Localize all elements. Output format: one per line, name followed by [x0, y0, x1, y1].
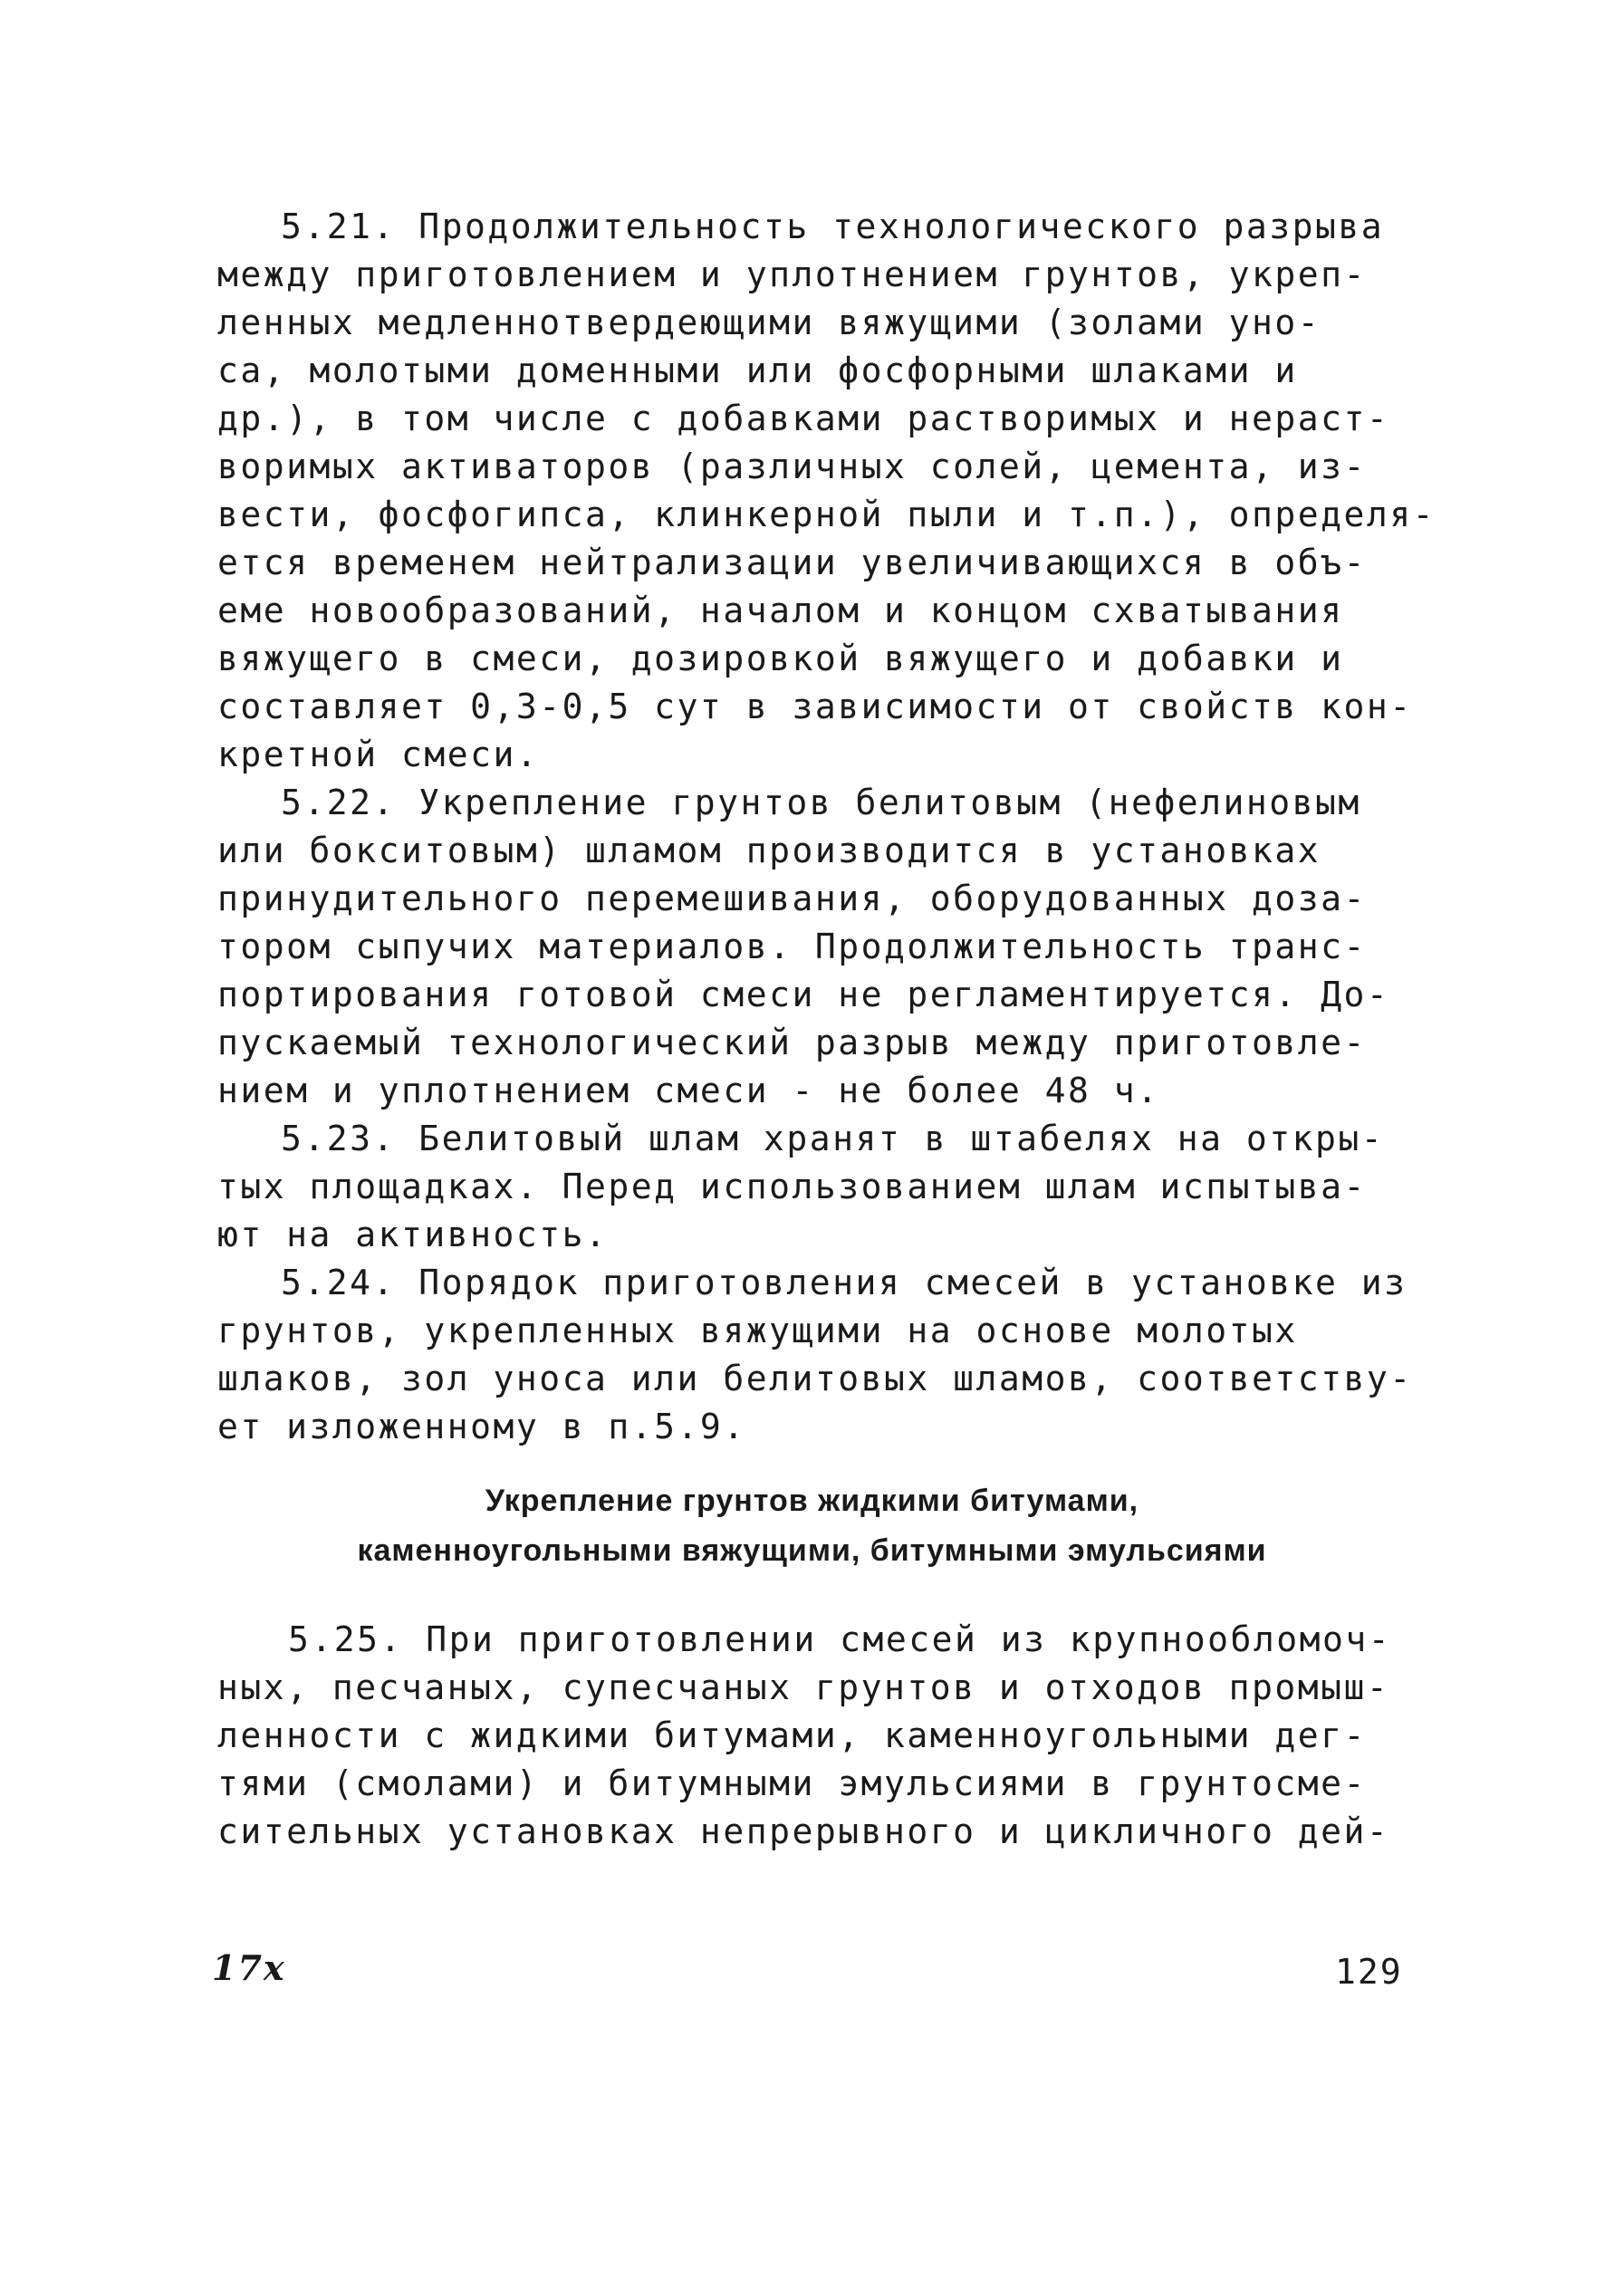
- text-line: грунтов, укрепленных вяжущими на основе молотых: [217, 1311, 1298, 1350]
- heading-line: Укрепление грунтов жидкими битумами,: [485, 1484, 1139, 1518]
- text-line: тями (смолами) и битумными эмульсиями в грунтосме-: [217, 1763, 1367, 1803]
- text-line: еме новообразований, началом и концом схватывания: [217, 591, 1344, 630]
- page-number: 129: [1335, 1952, 1403, 1992]
- text-line: принудительного перемешивания, оборудованных доза-: [217, 879, 1367, 918]
- text-line: 5.25. При приготовлении смесей из крупнообломоч-: [288, 1619, 1392, 1659]
- text-line: кретной смеси.: [217, 735, 540, 774]
- text-line: ет изложенному в п.5.9.: [217, 1407, 746, 1446]
- text-line: между приготовлением и уплотнением грунтов, укреп-: [217, 255, 1367, 294]
- signature-mark: 17х: [212, 1947, 286, 1988]
- text-line: 5.23. Белитовый шлам хранят в штабелях на откры-: [281, 1119, 1385, 1158]
- text-line: портирования готовой смеси не регламентируется. До-: [217, 975, 1390, 1014]
- text-line: воримых активаторов (различных солей, цемента, из-: [217, 447, 1367, 486]
- text-line: 5.21. Продолжительность технологического разрыва: [281, 207, 1385, 246]
- text-line: вяжущего в смеси, дозировкой вяжущего и добавки и: [217, 639, 1344, 678]
- text-line: др.), в том числе с добавками растворимых и нераст-: [217, 399, 1390, 438]
- heading-line: каменноугольными вяжущими, битумными эмульсиями: [357, 1533, 1267, 1568]
- text-line: ных, песчаных, супесчаных грунтов и отходов промыш-: [217, 1667, 1390, 1707]
- text-line: ют на активность.: [217, 1215, 609, 1254]
- text-line: ется временем нейтрализации увеличивающихся в объ-: [217, 543, 1367, 582]
- text-line: 5.24. Порядок приготовления смесей в установке из: [281, 1263, 1408, 1302]
- text-line: ленных медленнотвердеющими вяжущими (золами уно-: [217, 303, 1321, 342]
- text-line: сительных установках непрерывного и цикличного дей-: [217, 1811, 1390, 1851]
- text-line: са, молотыми доменными или фосфорными шлаками и: [217, 351, 1298, 390]
- text-line: или бокситовым) шламом производится в установках: [217, 831, 1321, 870]
- text-line: нием и уплотнением смеси - не более 48 ч.: [217, 1071, 1160, 1110]
- text-line: тых площадках. Перед использованием шлам испытыва-: [217, 1167, 1367, 1206]
- text-line: тором сыпучих материалов. Продолжительность транс-: [217, 927, 1367, 966]
- text-line: пускаемый технологический разрыв между приготовле-: [217, 1023, 1367, 1062]
- text-line: шлаков, зол уноса или белитовых шламов, соответству-: [217, 1359, 1413, 1398]
- text-line: 5.22. Укрепление грунтов белитовым (нефелиновым: [281, 783, 1361, 822]
- text-line: составляет 0,3-0,5 сут в зависимости от свойств кон-: [217, 687, 1413, 726]
- text-line: ленности с жидкими битумами, каменноугольными дег-: [217, 1715, 1367, 1755]
- text-line: вести, фосфогипса, клинкерной пыли и т.п.), определя-: [217, 495, 1437, 534]
